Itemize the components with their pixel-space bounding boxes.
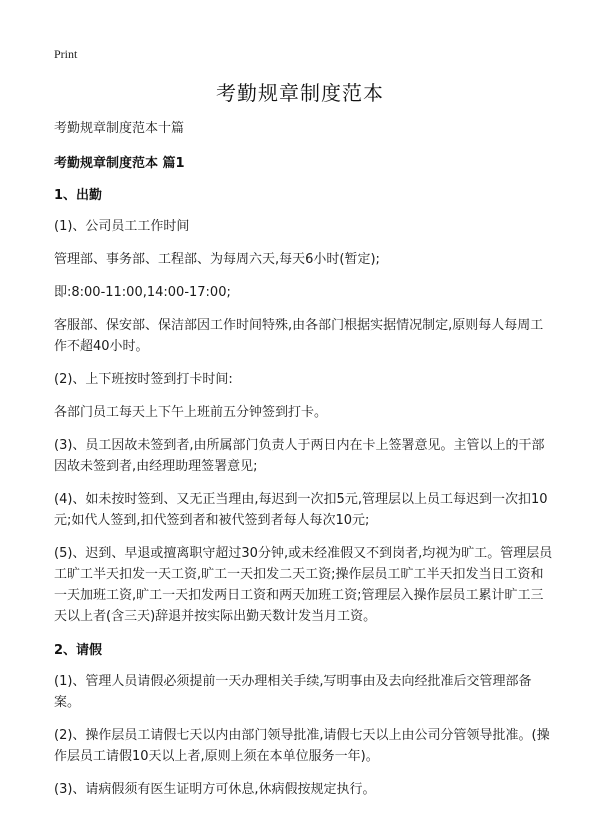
paragraph: 管理部、事务部、工程部、为每周六天,每天6小时(暂定); bbox=[54, 252, 380, 267]
paragraph: (2)、操作层员工请假七天以内由部门领导批准,请假七天以上由公司分管领导批准。(操作层员工请假10天以上者,原则上须在本单位服务一年)。 bbox=[54, 728, 550, 764]
document-title: 考勤规章制度范本 bbox=[216, 81, 384, 105]
paragraph: (4)、如未按时签到、又无正当理由,每迟到一次扣5元,管理层以上员工每迟到一次扣10元;如代人签到,扣代签到者和被代签到者每人每次10元; bbox=[54, 492, 548, 528]
paragraph: (3)、请病假须有医生证明方可休息,休病假按规定执行。 bbox=[54, 782, 376, 797]
paragraph: 客服部、保安部、保洁部因工作时间特殊,由各部门根据实据情况制定,原则每人每周工作不超40小时。 bbox=[54, 318, 544, 354]
print-link[interactable]: Print bbox=[54, 47, 78, 61]
paragraph: (1)、管理人员请假必须提前一天办理相关手续,写明事由及去向经批准后交管理部备案。 bbox=[54, 674, 532, 710]
document-body bbox=[54, 118, 554, 812]
section-heading-attendance: 1、出勤 bbox=[54, 188, 103, 203]
paragraph: (3)、员工因故未签到者,由所属部门负责人于两日内在卡上签署意见。主管以上的干部因故未签到者,由经理助理签署意见; bbox=[54, 438, 545, 474]
paragraph: 各部门员工每天上下午上班前五分钟签到打卡。 bbox=[54, 405, 328, 420]
paragraph: (5)、迟到、早退或擅离职守超过30分钟,或未经准假又不到岗者,均视为旷工。管理层员工旷工半天扣发一天工资,旷工一天扣发二天工资;操作层员工旷工半天扣发当日工资和一天加班工资,旷工一天扣发两日工资和两天加班工资;管理层入操作层员工累计旷工三天以上者(含三天)辞退并按实际出勤天数计发当月工资。 bbox=[54, 546, 553, 624]
paragraph: (1)、公司员工工作时间 bbox=[54, 219, 190, 234]
paragraph: 即:8:00-11:00,14:00-17:00; bbox=[54, 285, 231, 300]
document-subtitle: 考勤规章制度范本十篇 bbox=[54, 121, 185, 136]
section-heading-leave: 2、请假 bbox=[54, 643, 103, 658]
chapter-heading: 考勤规章制度范本 篇1 bbox=[54, 156, 185, 171]
paragraph: (2)、上下班按时签到打卡时间: bbox=[54, 372, 233, 387]
